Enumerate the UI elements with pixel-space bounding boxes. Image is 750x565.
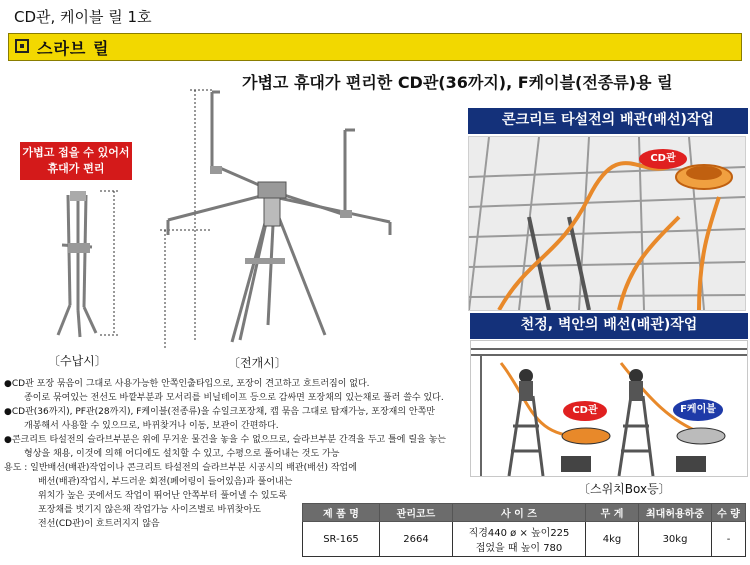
document-title: CD관, 케이블 릴 1호 [14, 8, 152, 26]
rebar-grid-image [469, 137, 745, 310]
bullet-line: 종이로 묶여있는 전선도 바깥부분과 모서리를 비닐테이프 등으로 감싸면 포장채의 있는채로 풀러 쓸수 있다. [24, 393, 444, 403]
folded-reel-illustration [48, 185, 128, 345]
portability-callout [20, 142, 132, 180]
callout-line-1: 가볍고 접을 수 있어서 [22, 146, 130, 159]
cell-size [453, 522, 586, 557]
caption-stored: 〔수납시〕 [48, 354, 107, 368]
concrete-work-photo [468, 136, 746, 311]
table-row [303, 522, 746, 557]
header-product-name: 제 품 명 [303, 504, 380, 522]
banner-ceiling-work: 천정, 벽안의 배선(배관)작업 [470, 313, 748, 339]
banner-concrete-work: 콘크리트 타설전의 배관(배선)작업 [468, 108, 748, 134]
bullet-line: 배선(배관)작업시, 부드러운 회전(폐어링이 들어있음)과 풀어내는 [38, 477, 293, 487]
caption-switch-box: 〔스위치Box등〕 [578, 482, 671, 496]
cell-code: 2664 [380, 522, 453, 557]
spec-header-row [303, 504, 746, 522]
bullet-line: ●CD관(36까지), PF관(28까지), F케이블(전종류)을 슈일크포장채, 캡 묶음 그대로 탑재가능, 포장재의 안쪽만 [4, 407, 435, 417]
cell-weight: 4kg [586, 522, 639, 557]
section-title: 스라브 릴 [37, 39, 110, 58]
open-reel-illustration [150, 80, 440, 355]
cell-max-load: 30kg [639, 522, 712, 557]
bullet-line: ●CD관 포장 묶음이 그대로 사용가능한 안쪽인출타입으로, 포장이 견고하고 흐트러짐이 없다. [4, 379, 370, 389]
size-line-2: 접었을 때 높이 780 [475, 543, 563, 554]
header-size: 사 이 즈 [453, 504, 586, 522]
tag-cd-pipe-ceiling: CD관 [563, 401, 607, 421]
tag-cd-pipe: CD관 [639, 149, 687, 169]
bullet-line: 위치가 높은 곳에서도 작업이 뛰어난 안쪽부터 풀어낼 수 있도록 [38, 491, 287, 501]
cell-quantity: - [712, 522, 746, 557]
bullet-line: 형상을 채용, 이것에 의해 어디에도 설치할 수 있고, 수평으로 풀어내는 것도 가능 [24, 449, 340, 459]
bullet-line: 개봉해서 사용할 수 있으므로, 바뀌찾거나 이동, 보관이 간편하다. [24, 421, 279, 431]
ceiling-work-photo [470, 340, 748, 477]
headline: 가볍고 휴대가 편리한 CD관(36까지), F케이블(전종류)용 릴 [242, 73, 673, 92]
header-code: 관리코드 [380, 504, 453, 522]
header-quantity: 수 량 [712, 504, 746, 522]
spec-table [302, 503, 746, 557]
bullet-line: 포장채를 벗기지 않은채 작업가능 사이즈별로 바뀌찾아도 [38, 505, 261, 515]
bullet-line: ●콘크리트 타설전의 슬라브부분은 위에 무거운 물건을 놓을 수 없으므로, 슬라브부분 간격을 두고 틀에 릴을 놓는 [4, 435, 446, 445]
header-weight: 무 게 [586, 504, 639, 522]
size-line-1: 직경440 ø × 높이225 [468, 528, 570, 539]
callout-line-2: 휴대가 편리 [47, 162, 105, 175]
bullet-line: 용도 : 일반배선(배관)작업이나 콘크리트 타설전의 슬라브부분 시공시의 배관(배선) 작업에 [4, 463, 357, 473]
cell-product-name: SR-165 [303, 522, 380, 557]
square-bullet-icon [15, 39, 29, 53]
bullet-line: 전선(CD관)이 흐트러지지 않음 [38, 519, 160, 529]
header-max-load: 최대허용하중 [639, 504, 712, 522]
section-bar [8, 33, 742, 61]
caption-open: 〔전개시〕 [228, 356, 287, 370]
tag-f-cable: F케이블 [673, 399, 723, 421]
